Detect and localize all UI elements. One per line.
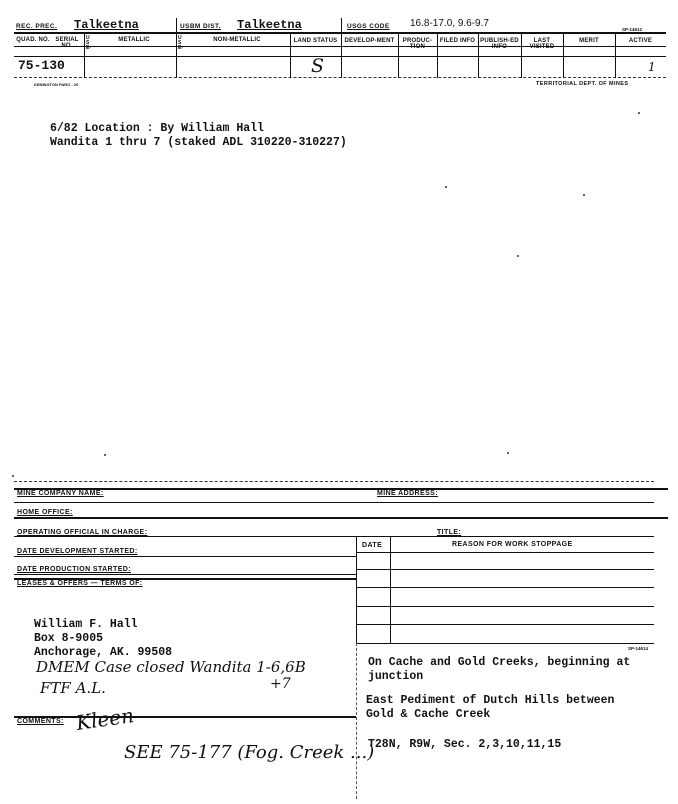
lower-form-number: SP-14614 <box>628 646 649 651</box>
location-note-line-2: Wandita 1 thru 7 (staked ADL 310220-310227) <box>50 136 347 149</box>
col-filed-info: FILED INFO <box>439 38 476 44</box>
location-line-2: junction <box>368 670 424 683</box>
date-development-label: DATE DEVELOPMENT STARTED: <box>17 548 138 555</box>
handwritten-case-note: DMEM Case closed Wandita 1-6,6B <box>36 658 306 676</box>
owner-name: William F. Hall <box>34 618 138 631</box>
usgs-code-value: 16.8-17.0, 9.6-9.7 <box>410 18 489 29</box>
location-note-line-1: 6/82 Location : By William Hall <box>50 122 264 135</box>
col-published-info: PUBLISH-ED INFO <box>480 38 519 50</box>
operating-official-label: OPERATING OFFICIAL IN CHARGE: <box>17 529 148 536</box>
leases-offers-label: LEASES & OFFERS — TERMS OF: <box>17 580 143 587</box>
col-development: DEVELOP-MENT <box>344 38 395 44</box>
location-line-1: On Cache and Gold Creeks, beginning at <box>368 656 631 669</box>
rec-prec-label: REC. PREC. <box>16 23 58 30</box>
col-metallic: METALLIC <box>118 37 150 43</box>
land-status-value: S <box>311 55 325 77</box>
col-serial-no: SERIAL NO. <box>55 37 79 49</box>
quad-serial-value: 75-130 <box>18 58 65 73</box>
comments-label: COMMENTS: <box>17 718 64 725</box>
col-land-status: LAND STATUS <box>293 38 338 44</box>
handwritten-comment-signature: Kleen <box>74 703 136 735</box>
usgs-code-label: USGS CODE <box>347 23 390 30</box>
usbm-dist-value: Talkeetna <box>237 18 302 32</box>
col-production: PRODUC-TION <box>402 38 433 50</box>
handwritten-plus-seven: +7 <box>270 676 291 692</box>
home-office-label: HOME OFFICE: <box>17 509 73 516</box>
date-production-label: DATE PRODUCTION STARTED: <box>17 566 131 573</box>
col-quad-no: QUAD. NO. <box>16 37 50 43</box>
reason-column-header: REASON FOR WORK STOPPAGE <box>452 541 573 548</box>
title-label: TITLE: <box>437 529 462 536</box>
location-line-5: T28N, R9W, Sec. 2,3,10,11,15 <box>368 738 562 751</box>
form-number: SP-14612 <box>622 27 643 32</box>
mine-company-name-label: MINE COMPANY NAME: <box>17 490 104 497</box>
rec-prec-value: Talkeetna <box>74 18 139 32</box>
location-line-3: East Pediment of Dutch Hills between <box>366 694 615 707</box>
handwritten-initials: FTF A.L. <box>40 679 106 697</box>
handwritten-see-reference: SEE 75-177 (Fog. Creek ...) <box>124 742 375 763</box>
mine-address-label: MINE ADDRESS: <box>377 490 438 497</box>
location-line-4: Gold & Cache Creek <box>366 708 491 721</box>
printer-mark: KENINGTON PARO - 20 <box>34 82 79 87</box>
date-column-header: DATE <box>362 542 383 549</box>
col-active: ACTIVE <box>628 38 653 44</box>
usbm-dist-label: USBM DIST. <box>180 23 221 30</box>
owner-city: Anchorage, AK. 99508 <box>34 646 173 659</box>
col-non-metallic: NON-METALLIC <box>213 37 261 43</box>
dept-label: TERRITORIAL DEPT. OF MINES <box>536 81 629 87</box>
owner-box: Box 8-9005 <box>34 632 104 645</box>
col-merit: MERIT <box>579 38 599 44</box>
col-last-visited: LAST VISITED <box>529 38 555 50</box>
active-value: 1 <box>648 60 656 74</box>
